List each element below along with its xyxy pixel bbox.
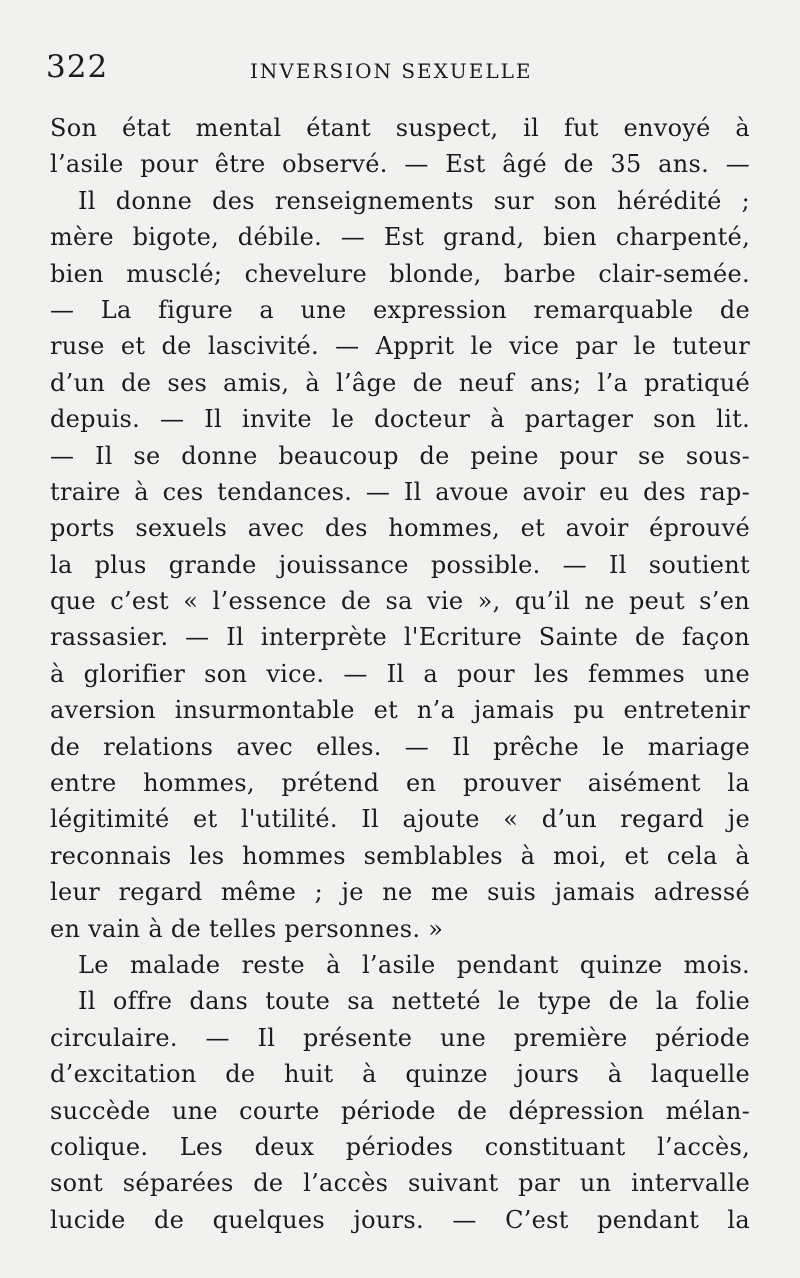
body-text <box>50 110 750 1238</box>
text-line: Le malade reste à l’asile pendant quinze mois. <box>78 950 750 979</box>
text-line: rassasier. — Il interprète l'Ecriture Sainte de façon <box>50 623 750 652</box>
text-line: traire à ces tendances. — Il avoue avoir eu des rap- <box>50 477 750 506</box>
text-line: mère bigote, débile. — Est grand, bien charpenté, <box>50 223 750 252</box>
text-line: entre hommes, prétend en prouver aisément la <box>50 769 750 798</box>
text-line: bien musclé; chevelure blonde, barbe clair-semée. <box>50 259 750 288</box>
text-line: légitimité et l'utilité. Il ajoute « d’un regard je <box>50 805 750 834</box>
text-line: l’asile pour être observé. — Est âgé de 35 ans. — <box>50 150 750 179</box>
text-line: en vain à de telles personnes. » <box>50 914 444 943</box>
text-line: à glorifier son vice. — Il a pour les femmes une <box>50 659 750 688</box>
text-line: leur regard même ; je ne me suis jamais adressé <box>50 878 750 907</box>
text-line: Il donne des renseignements sur son hérédité ; <box>78 186 750 215</box>
text-line: colique. Les deux périodes constituant l’accès, <box>50 1132 750 1161</box>
text-line: Il offre dans toute sa netteté le type de la folie <box>78 987 750 1016</box>
text-line: de relations avec elles. — Il prêche le mariage <box>50 732 750 761</box>
text-line: — Il se donne beaucoup de peine pour se sous- <box>50 441 750 470</box>
text-line: Son état mental étant suspect, il fut envoyé à <box>50 114 750 142</box>
text-line: la plus grande jouissance possible. — Il soutient <box>50 550 750 579</box>
text-line: d’un de ses amis, à l’âge de neuf ans; l’a pratiqué <box>50 368 750 397</box>
page-header <box>46 44 746 90</box>
text-line: — La figure a une expression remarquable de <box>50 295 750 324</box>
text-line: reconnais les hommes semblables à moi, et cela à <box>50 841 750 870</box>
text-line: aversion insurmontable et n’a jamais pu entretenir <box>50 696 750 725</box>
text-line: succède une courte période de dépression mélan- <box>50 1096 750 1125</box>
text-line: lucide de quelques jours. — C’est pendant la <box>50 1205 750 1234</box>
text-line: ports sexuels avec des hommes, et avoir éprouvé <box>50 514 750 543</box>
text-line: circulaire. — Il présente une première période <box>50 1023 750 1052</box>
text-line: depuis. — Il invite le docteur à partager son lit. <box>50 405 750 434</box>
text-line: ruse et de lascivité. — Apprit le vice par le tuteur <box>50 332 750 361</box>
text-line: sont séparées de l’accès suivant par un intervalle <box>50 1169 750 1198</box>
text-line: d’excitation de huit à quinze jours à laquelle <box>50 1060 750 1089</box>
page-number: 322 <box>46 49 109 85</box>
text-line: que c’est « l’essence de sa vie », qu’il ne peut s’en <box>50 587 750 616</box>
running-title: INVERSION SEXUELLE <box>250 59 533 83</box>
